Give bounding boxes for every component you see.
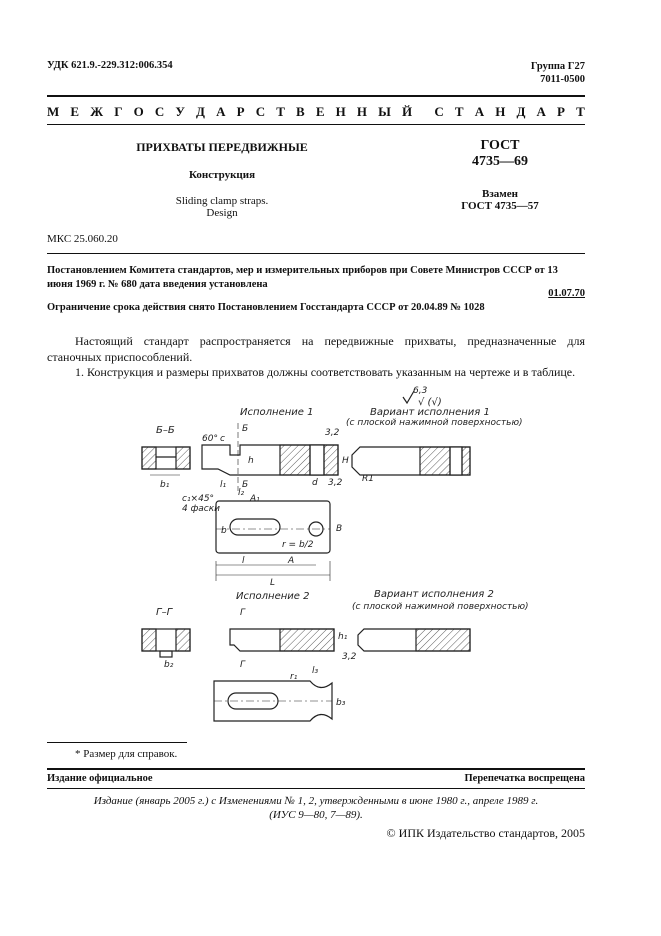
- scope-paragraph: Настоящий стандарт распространяется на передвижные прихваты, предназначенные для станочных приспособлений.: [47, 334, 585, 364]
- group-code: [531, 60, 585, 86]
- dim-b2: b₂: [164, 660, 174, 670]
- decree-text: Постановлением Комитета стандартов, мер и измерительных приборов при Совете Министров СССР от 13 июня 1969 г. № 680 дата введения установлена: [47, 265, 558, 290]
- limit-removed-text: Ограничение срока действия снято Постановлением Госстандарта СССР от 20.04.89 № 1028: [47, 302, 485, 313]
- reprint-prohibited: Перепечатка воспрещена: [464, 773, 585, 784]
- udk-code: УДК 621.9.-229.312:006.354: [47, 60, 173, 71]
- interstate-letter: Н: [335, 104, 346, 119]
- dim-r-eq: r = b/2: [282, 540, 314, 550]
- dim-l1: l₁: [220, 480, 227, 490]
- edition-note: [47, 794, 585, 822]
- interstate-letter: Т: [576, 104, 585, 119]
- interstate-letter: Д: [516, 104, 526, 119]
- dim-b1: b₁: [160, 480, 170, 490]
- interstate-letter: М: [47, 104, 60, 119]
- interstate-letter: В: [296, 104, 305, 119]
- interstate-letter: Р: [236, 104, 245, 119]
- interstate-letter: Й: [402, 104, 413, 119]
- interstate-letter: Т: [454, 104, 464, 119]
- roughness-3-2-a: 3,2: [325, 428, 340, 438]
- mks-code: МКС 25.060.20: [47, 233, 118, 245]
- heading-rule: [47, 124, 585, 125]
- edition-line: Издание (январь 2005 г.) с Изменениями № 1, 2, утвержденными в июне 1980 г., апреле 1989 г.: [93, 795, 539, 807]
- dim-B: B: [336, 524, 343, 534]
- gost-number: 4735—69: [472, 154, 528, 169]
- section-bb-label: Б–Б: [156, 425, 175, 436]
- dim-h1: h₁: [338, 632, 348, 642]
- official-edition: Издание официальное: [47, 773, 153, 784]
- dim-l2: l₂: [238, 488, 245, 498]
- dim-b: b: [221, 526, 227, 536]
- dim-r1: r₁: [290, 672, 298, 682]
- footnote: * Размер для справок.: [75, 748, 178, 760]
- dim-h: h: [248, 456, 254, 466]
- gost-label: ГОСТ: [480, 138, 520, 153]
- top-rule: [47, 95, 585, 97]
- section-mark-g-bottom: Г: [240, 660, 246, 670]
- chamfer-note: c₁×45°: [182, 494, 215, 504]
- dim-A: A: [288, 556, 295, 566]
- roughness-3-2-c: 3,2: [342, 652, 357, 662]
- dim-b3: b₃: [336, 698, 346, 708]
- interstate-letter: У: [175, 104, 185, 119]
- section-gg-label: Г–Г: [156, 607, 173, 618]
- variant2-alt-title: Вариант исполнения 2: [374, 589, 494, 600]
- footer-rule-top: [47, 768, 585, 770]
- clamp-drawing: [120, 383, 590, 738]
- variant1-title: Исполнение 1: [240, 407, 314, 418]
- roughness-3-2-b: 3,2: [328, 478, 343, 488]
- interstate-letter: С: [154, 104, 165, 119]
- dim-l3: l₃: [312, 666, 319, 676]
- design-paragraph: 1. Конструкция и размеры прихватов должны соответствовать указанным на чертеже и в таблице.: [75, 365, 576, 379]
- dim-L: L: [270, 578, 276, 588]
- interstate-letter: А: [536, 104, 546, 119]
- title-block: [47, 140, 397, 219]
- interstate-letter: Ы: [378, 104, 391, 119]
- slot-outline: [230, 519, 280, 535]
- interstate-letter: Н: [495, 104, 506, 119]
- variant2-alt-sub: (с плоской нажимной поверхностью): [352, 602, 529, 612]
- interstate-letter: Е: [70, 104, 80, 119]
- mks-rule: [47, 253, 585, 254]
- interstate-letter: С: [255, 104, 266, 119]
- footnote-rule: [47, 742, 187, 743]
- dim-angle: 60°: [202, 434, 218, 444]
- interstate-letter: С: [434, 104, 444, 119]
- interstate-letter: А: [474, 104, 485, 119]
- interstate-standard-heading: [47, 104, 585, 120]
- section-mark-b-top: Б: [242, 424, 249, 434]
- doc-subtitle: Конструкция: [188, 169, 256, 181]
- variant1-alt-sub: (с плоской нажимной поверхностью): [346, 418, 523, 428]
- effective-date: 01.07.70: [548, 288, 585, 299]
- chamfer-count: 4 фаски: [182, 504, 221, 514]
- doc-title: ПРИХВАТЫ ПЕРЕДВИЖНЫЕ: [136, 140, 308, 154]
- group-label: Группа Г27: [530, 61, 585, 72]
- interstate-letter: Н: [356, 104, 367, 119]
- interstate-letter: Д: [196, 104, 205, 119]
- dim-A1: A₁: [250, 494, 260, 504]
- footer-rule-bottom: [47, 788, 585, 789]
- replaces-label: Взамен: [482, 188, 518, 200]
- english-title-line1: Sliding clamp straps.: [175, 195, 269, 207]
- interstate-letter: Е: [315, 104, 325, 119]
- interstate-letter: Ж: [90, 104, 104, 119]
- interstate-letter: Г: [114, 104, 123, 119]
- interstate-letter: А: [216, 104, 226, 119]
- interstate-letter: Р: [557, 104, 565, 119]
- variant2-title: Исполнение 2: [236, 591, 310, 602]
- section-mark-g-top: Г: [240, 608, 246, 618]
- catalog-code: 7011-0500: [540, 74, 585, 85]
- dim-R1: R1: [362, 474, 374, 484]
- dim-l: l: [242, 556, 245, 566]
- dim-H: H: [342, 456, 349, 466]
- english-title-line2: Design: [206, 207, 238, 219]
- copyright: © ИПК Издательство стандартов, 2005: [386, 826, 585, 840]
- gost-block: [415, 138, 585, 212]
- replaces-standard: ГОСТ 4735—57: [461, 200, 539, 212]
- interstate-letter: О: [133, 104, 144, 119]
- variant1-alt-title: Вариант исполнения 1: [370, 407, 490, 418]
- roughness-value: 6,3: [413, 386, 428, 396]
- section-mark-b-bottom: Б: [242, 480, 249, 490]
- interstate-letter: Т: [276, 104, 285, 119]
- dim-c: c: [220, 434, 225, 444]
- dim-d: d: [312, 478, 318, 488]
- ius-line: (ИУС 9—80, 7—89).: [269, 809, 363, 821]
- roughness-check: √ (√): [418, 397, 442, 408]
